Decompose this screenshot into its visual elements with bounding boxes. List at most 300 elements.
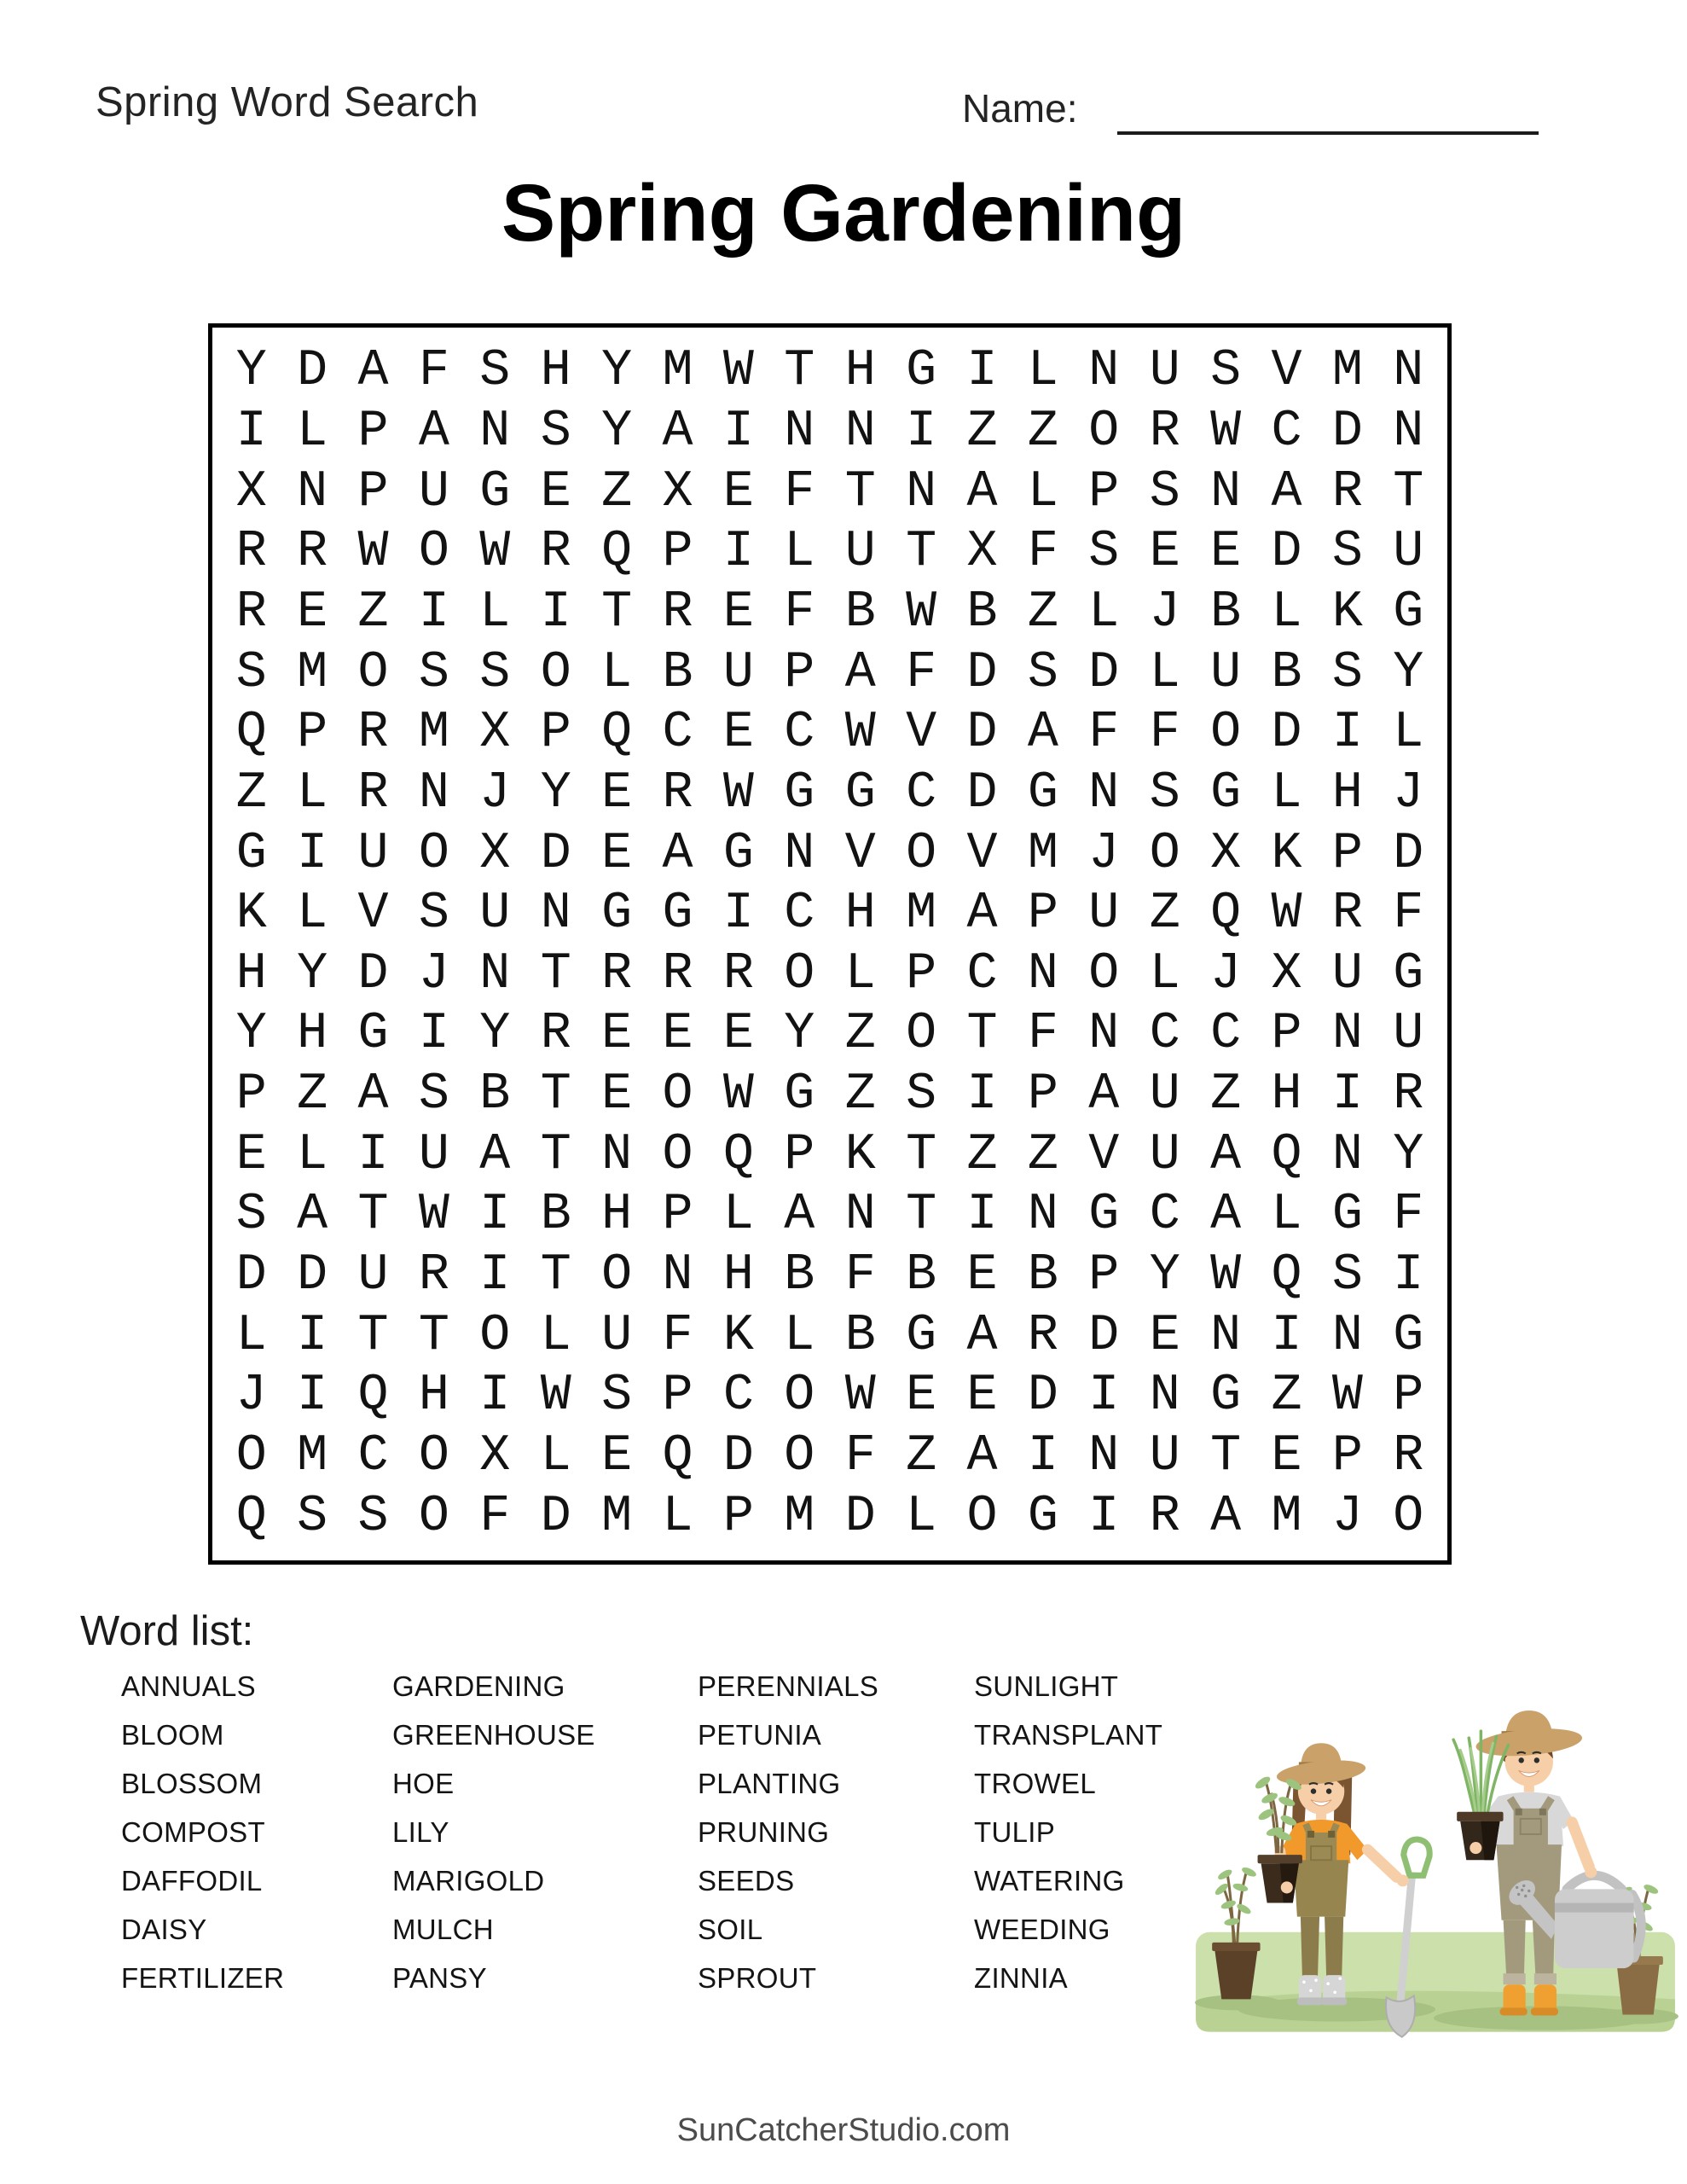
grid-letter: R: [297, 523, 328, 582]
grid-letter: W: [844, 1367, 876, 1426]
grid-letter: A: [966, 1427, 998, 1486]
word-item: SEEDS: [698, 1865, 795, 1896]
grid-letter: A: [479, 1125, 511, 1184]
grid-letter: Y: [601, 342, 633, 401]
grid-letter: T: [906, 1125, 937, 1184]
grid-letter: J: [479, 764, 511, 822]
grid-letter: M: [297, 1427, 328, 1486]
grid-letter: T: [1393, 462, 1424, 521]
word-list-label: Word list:: [80, 1608, 254, 1654]
grid-letter: N: [479, 402, 511, 461]
grid-letter: C: [966, 944, 998, 1003]
grid-letter: X: [479, 704, 511, 763]
grid-letter: Z: [1149, 885, 1180, 944]
grid-letter: K: [235, 885, 267, 944]
grid-letter: T: [966, 1005, 998, 1064]
grid-letter: K: [722, 1306, 754, 1365]
grid-letter: F: [906, 643, 937, 702]
grid-letter: S: [418, 1066, 449, 1124]
grid-letter: F: [784, 583, 815, 642]
grid-letter: V: [1271, 342, 1302, 401]
grid-letter: L: [601, 643, 633, 702]
grid-letter: Y: [479, 1005, 511, 1064]
grid-letter: G: [1210, 1367, 1242, 1426]
grid-letter: X: [479, 1427, 511, 1486]
grid-letter: C: [662, 704, 693, 763]
grid-letter: S: [479, 342, 511, 401]
grid-letter: H: [844, 885, 876, 944]
grid-letter: O: [235, 1427, 267, 1486]
grid-letter: N: [1149, 1367, 1180, 1426]
grid-letter: Z: [1027, 1125, 1058, 1184]
grid-letter: F: [844, 1427, 876, 1486]
grid-letter: S: [297, 1487, 328, 1546]
grid-letter: B: [1271, 643, 1302, 702]
grid-letter: N: [844, 1186, 876, 1245]
grid-letter: L: [540, 1306, 571, 1365]
grid-letter: Q: [1210, 885, 1242, 944]
grid-letter: W: [418, 1186, 449, 1245]
grid-letter: R: [418, 1246, 449, 1305]
grid-letter: Z: [906, 1427, 937, 1486]
grid-letter: L: [1271, 583, 1302, 642]
grid-letter: M: [784, 1487, 815, 1546]
grid-letter: P: [1027, 885, 1058, 944]
grid-letter: D: [297, 342, 328, 401]
grid-letter: L: [1149, 944, 1180, 1003]
grid-letter: Y: [601, 402, 633, 461]
grid-letter: J: [235, 1367, 267, 1426]
grid-letter: P: [1331, 824, 1363, 883]
grid-letter: Y: [540, 764, 571, 822]
grid-letter: M: [906, 885, 937, 944]
grid-letter: Q: [357, 1367, 389, 1426]
grid-letter: I: [479, 1186, 511, 1245]
grid-letter: A: [297, 1186, 328, 1245]
grid-letter: W: [1271, 885, 1302, 944]
grid-letter: U: [1393, 523, 1424, 582]
word-list-column: [698, 1662, 974, 2002]
grid-letter: U: [357, 1246, 389, 1305]
grid-letter: O: [906, 1005, 937, 1064]
grid-letter: D: [1027, 1367, 1058, 1426]
grid-letter: G: [1393, 583, 1424, 642]
grid-letter: H: [235, 944, 267, 1003]
grid-letter: T: [357, 1186, 389, 1245]
grid-letter: U: [479, 885, 511, 944]
grid-letter: T: [784, 342, 815, 401]
grid-letter: D: [235, 1246, 267, 1305]
grid-letter: Q: [662, 1427, 693, 1486]
grid-letter: L: [1027, 342, 1058, 401]
grid-letter: F: [479, 1487, 511, 1546]
grid-letter: R: [1027, 1306, 1058, 1365]
grid-letter: S: [418, 885, 449, 944]
grid-letter: W: [1331, 1367, 1363, 1426]
grid-letter: Q: [601, 704, 633, 763]
letter-grid: [208, 323, 1452, 1565]
grid-letter: A: [784, 1186, 815, 1245]
grid-letter: Y: [1393, 643, 1424, 702]
grid-letter: D: [966, 764, 998, 822]
grid-letter: M: [1027, 824, 1058, 883]
grid-letter: I: [1271, 1306, 1302, 1365]
grid-letter: W: [1210, 402, 1242, 461]
grid-letter: B: [966, 583, 998, 642]
grid-letter: T: [601, 583, 633, 642]
word-item: LILY: [392, 1816, 449, 1848]
word-item: FERTILIZER: [121, 1962, 285, 1994]
grid-letter: T: [540, 1246, 571, 1305]
word-item: GREENHOUSE: [392, 1719, 595, 1751]
grid-letter: G: [1210, 764, 1242, 822]
grid-letter: E: [540, 462, 571, 521]
grid-letter: E: [297, 583, 328, 642]
grid-letter: Q: [1271, 1125, 1302, 1184]
grid-letter: A: [1271, 462, 1302, 521]
grid-letter: Z: [1210, 1066, 1242, 1124]
word-item: MARIGOLD: [392, 1865, 545, 1896]
grid-letter: R: [1149, 402, 1180, 461]
grid-letter: U: [418, 1125, 449, 1184]
word-item: ZINNIA: [974, 1962, 1068, 1994]
word-item: TULIP: [974, 1816, 1056, 1848]
grid-letter: T: [540, 1125, 571, 1184]
grid-letter: G: [1393, 944, 1424, 1003]
word-item: PETUNIA: [698, 1719, 822, 1751]
grid-letter: E: [601, 1427, 633, 1486]
word-item: PRUNING: [698, 1816, 830, 1848]
grid-letter: D: [1088, 1306, 1120, 1365]
grid-letter: I: [235, 402, 267, 461]
grid-letter: I: [722, 885, 754, 944]
word-item: WATERING: [974, 1865, 1125, 1896]
grid-letter: U: [1331, 944, 1363, 1003]
grid-letter: S: [357, 1487, 389, 1546]
grid-letter: R: [235, 583, 267, 642]
grid-letter: X: [235, 462, 267, 521]
grid-letter: N: [1088, 342, 1120, 401]
grid-letter: C: [784, 885, 815, 944]
grid-letter: E: [1210, 523, 1242, 582]
grid-letter: L: [844, 944, 876, 1003]
grid-letter: G: [1331, 1186, 1363, 1245]
grid-letter: W: [722, 764, 754, 822]
grid-letter: T: [906, 523, 937, 582]
grid-letter: A: [357, 342, 389, 401]
grid-letter: O: [357, 643, 389, 702]
grid-letter: L: [1088, 583, 1120, 642]
grid-letter: M: [418, 704, 449, 763]
grid-letter: C: [906, 764, 937, 822]
grid-letter: S: [235, 1186, 267, 1245]
grid-letter: X: [662, 462, 693, 521]
grid-letter: N: [297, 462, 328, 521]
grid-letter: S: [1331, 643, 1363, 702]
grid-letter: L: [540, 1427, 571, 1486]
grid-letter: A: [418, 402, 449, 461]
grid-letter: S: [1331, 523, 1363, 582]
grid-letter: Z: [1027, 583, 1058, 642]
grid-letter: I: [1027, 1427, 1058, 1486]
grid-letter: Q: [235, 1487, 267, 1546]
grid-letter: S: [1088, 523, 1120, 582]
grid-letter: P: [235, 1066, 267, 1124]
grid-letter: B: [1027, 1246, 1058, 1305]
grid-letter: L: [235, 1306, 267, 1365]
grid-letter: W: [844, 704, 876, 763]
grid-letter: E: [1149, 1306, 1180, 1365]
grid-letter: R: [540, 1005, 571, 1064]
grid-letter: R: [1393, 1066, 1424, 1124]
grid-letter: Q: [1271, 1246, 1302, 1305]
word-item: MULCH: [392, 1914, 494, 1945]
grid-letter: L: [1149, 643, 1180, 702]
grid-letter: L: [722, 1186, 754, 1245]
grid-letter: T: [418, 1306, 449, 1365]
grid-letter: J: [1393, 764, 1424, 822]
grid-letter: W: [906, 583, 937, 642]
grid-letter: N: [784, 402, 815, 461]
grid-letter: O: [540, 643, 571, 702]
puzzle-title: Spring Gardening: [501, 168, 1186, 258]
word-item: SOIL: [698, 1914, 763, 1945]
grid-letter: L: [1027, 462, 1058, 521]
name-label: Name:: [962, 86, 1078, 131]
grid-letter: U: [722, 643, 754, 702]
grid-letter: O: [418, 1427, 449, 1486]
grid-letter: S: [601, 1367, 633, 1426]
gardeners-illustration: [1191, 1623, 1680, 2049]
grid-letter: B: [479, 1066, 511, 1124]
grid-letter: W: [1210, 1246, 1242, 1305]
grid-letter: D: [1088, 643, 1120, 702]
word-item: BLOSSOM: [121, 1768, 263, 1799]
grid-letter: M: [297, 643, 328, 702]
grid-letter: O: [601, 1246, 633, 1305]
grid-letter: O: [966, 1487, 998, 1546]
grid-letter: N: [844, 402, 876, 461]
grid-letter: L: [1393, 704, 1424, 763]
grid-letter: H: [601, 1186, 633, 1245]
grid-letter: R: [1331, 462, 1363, 521]
grid-letter: R: [357, 764, 389, 822]
grid-letter: L: [1271, 1186, 1302, 1245]
grid-letter: O: [662, 1125, 693, 1184]
grid-letter: G: [906, 1306, 937, 1365]
grid-letter: N: [784, 824, 815, 883]
grid-letter: D: [844, 1487, 876, 1546]
grid-letter: U: [1149, 342, 1180, 401]
grid-letter: G: [479, 462, 511, 521]
grid-letter: S: [1331, 1246, 1363, 1305]
grid-letter: E: [235, 1125, 267, 1184]
grid-letter: M: [1331, 342, 1363, 401]
grid-letter: R: [662, 583, 693, 642]
grid-letter: N: [1393, 342, 1424, 401]
word-list-column: [392, 1662, 698, 2002]
word-item: PERENNIALS: [698, 1670, 879, 1702]
grid-letter: W: [722, 342, 754, 401]
grid-letter: O: [418, 523, 449, 582]
grid-letter: S: [1149, 764, 1180, 822]
grid-letter: S: [1210, 342, 1242, 401]
grid-letter: G: [784, 764, 815, 822]
grid-letter: K: [844, 1125, 876, 1184]
word-item: ANNUALS: [121, 1670, 256, 1702]
grid-letter: C: [1149, 1186, 1180, 1245]
grid-letter: G: [844, 764, 876, 822]
word-list-column: [121, 1662, 392, 2002]
grid-letter: S: [418, 643, 449, 702]
grid-letter: R: [1393, 1427, 1424, 1486]
grid-letter: O: [1210, 704, 1242, 763]
grid-letter: O: [784, 1427, 815, 1486]
grid-letter: P: [1088, 1246, 1120, 1305]
grid-letter: T: [540, 1066, 571, 1124]
grid-letter: J: [1088, 824, 1120, 883]
grid-letter: X: [1271, 944, 1302, 1003]
grid-letter: N: [540, 885, 571, 944]
grid-letter: N: [1210, 1306, 1242, 1365]
grid-letter: Z: [601, 462, 633, 521]
grid-letter: G: [1027, 764, 1058, 822]
grid-letter: E: [966, 1367, 998, 1426]
grid-letter: E: [722, 462, 754, 521]
grid-letter: H: [418, 1367, 449, 1426]
grid-letter: I: [418, 583, 449, 642]
grid-letter: Y: [297, 944, 328, 1003]
grid-letter: S: [1027, 643, 1058, 702]
word-item: HOE: [392, 1768, 455, 1799]
name-blank-line: [1117, 131, 1539, 135]
grid-letter: L: [297, 885, 328, 944]
grid-letter: H: [1331, 764, 1363, 822]
grid-letter: A: [844, 643, 876, 702]
grid-letter: C: [1149, 1005, 1180, 1064]
grid-letter: R: [662, 944, 693, 1003]
grid-letter: U: [601, 1306, 633, 1365]
grid-letter: U: [357, 824, 389, 883]
grid-letter: D: [540, 824, 571, 883]
grid-letter: E: [601, 824, 633, 883]
grid-letter: I: [297, 1306, 328, 1365]
grid-letter: W: [479, 523, 511, 582]
grid-letter: R: [1331, 885, 1363, 944]
grid-letter: H: [297, 1005, 328, 1064]
grid-letter: P: [722, 1487, 754, 1546]
word-item: DAISY: [121, 1914, 207, 1945]
grid-letter: P: [540, 704, 571, 763]
grid-letter: U: [1149, 1427, 1180, 1486]
grid-letter: P: [357, 402, 389, 461]
grid-letter: M: [1271, 1487, 1302, 1546]
grid-letter: U: [1088, 885, 1120, 944]
grid-letter: A: [357, 1066, 389, 1124]
grid-letter: N: [662, 1246, 693, 1305]
grid-letter: U: [418, 462, 449, 521]
grid-letter: F: [418, 342, 449, 401]
word-item: GARDENING: [392, 1670, 565, 1702]
grid-letter: Y: [235, 342, 267, 401]
grid-letter: D: [540, 1487, 571, 1546]
grid-letter: I: [722, 523, 754, 582]
grid-letter: B: [662, 643, 693, 702]
grid-letter: D: [966, 704, 998, 763]
grid-letter: W: [357, 523, 389, 582]
grid-letter: A: [662, 824, 693, 883]
grid-letter: P: [662, 523, 693, 582]
grid-letter: R: [601, 944, 633, 1003]
grid-letter: P: [1331, 1427, 1363, 1486]
grid-letter: N: [1393, 402, 1424, 461]
grid-letter: A: [966, 1306, 998, 1365]
grid-letter: I: [906, 402, 937, 461]
grid-letter: E: [601, 1066, 633, 1124]
grid-letter: X: [966, 523, 998, 582]
grid-letter: B: [540, 1186, 571, 1245]
grid-letter: E: [722, 704, 754, 763]
grid-letter: V: [357, 885, 389, 944]
word-item: SUNLIGHT: [974, 1670, 1119, 1702]
grid-letter: Y: [784, 1005, 815, 1064]
grid-letter: J: [418, 944, 449, 1003]
grid-letter: P: [297, 704, 328, 763]
grid-letter: J: [1149, 583, 1180, 642]
grid-letter: O: [784, 944, 815, 1003]
grid-letter: I: [479, 1246, 511, 1305]
grid-letter: E: [601, 764, 633, 822]
grid-letter: P: [1393, 1367, 1424, 1426]
word-item: DAFFODIL: [121, 1865, 263, 1896]
grid-letter: D: [1271, 523, 1302, 582]
word-item: WEEDING: [974, 1914, 1110, 1945]
grid-letter: E: [722, 1005, 754, 1064]
grid-letter: I: [1393, 1246, 1424, 1305]
grid-letter: P: [357, 462, 389, 521]
grid-letter: U: [1393, 1005, 1424, 1064]
grid-letter: S: [906, 1066, 937, 1124]
grid-letter: E: [662, 1005, 693, 1064]
grid-letter: E: [722, 583, 754, 642]
grid-letter: G: [784, 1066, 815, 1124]
grid-letter: Z: [966, 1125, 998, 1184]
grid-letter: Z: [357, 583, 389, 642]
grid-letter: H: [540, 342, 571, 401]
grid-letter: I: [966, 1186, 998, 1245]
grid-letter: I: [357, 1125, 389, 1184]
grid-letter: O: [418, 824, 449, 883]
grid-letter: L: [297, 764, 328, 822]
grid-letter: B: [1210, 583, 1242, 642]
grid-letter: P: [662, 1367, 693, 1426]
grid-letter: V: [966, 824, 998, 883]
grid-letter: E: [966, 1246, 998, 1305]
grid-letter: L: [906, 1487, 937, 1546]
grid-letter: F: [1393, 1186, 1424, 1245]
grid-letter: T: [1210, 1427, 1242, 1486]
grid-letter: B: [784, 1246, 815, 1305]
grid-letter: N: [1210, 462, 1242, 521]
grid-letter: B: [844, 583, 876, 642]
grid-letter: C: [1210, 1005, 1242, 1064]
grid-letter: G: [722, 824, 754, 883]
grid-letter: H: [722, 1246, 754, 1305]
grid-letter: L: [297, 402, 328, 461]
grid-letter: V: [1088, 1125, 1120, 1184]
grid-letter: N: [1027, 944, 1058, 1003]
grid-letter: K: [1271, 824, 1302, 883]
